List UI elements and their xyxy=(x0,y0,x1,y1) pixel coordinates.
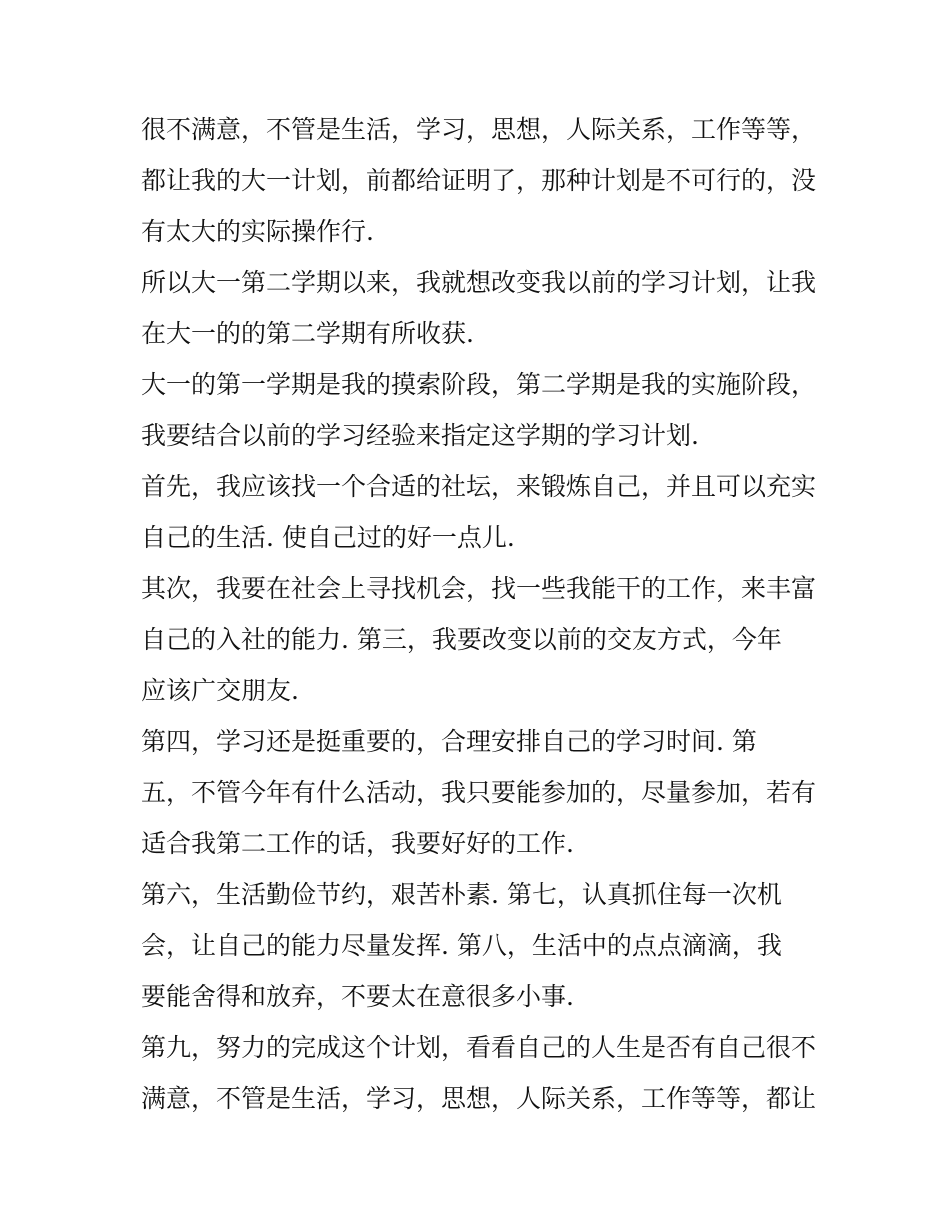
text-line: 我要结合以前的学习经验来指定这学期的学习计划. xyxy=(141,421,699,450)
text-line: 首先，我应该找一个合适的社坛，来锻炼自己，并且可以充实 xyxy=(141,472,817,501)
text-line: 大一的第一学期是我的摸索阶段，第二学期是我的实施阶段， xyxy=(141,370,817,399)
text-line: 适合我第二工作的话，我要好好的工作. xyxy=(141,829,574,858)
text-line: 有太大的实际操作行. xyxy=(141,217,374,246)
text-line: 在大一的的第二学期有所收获. xyxy=(141,319,474,348)
text-line: 要能舍得和放弃，不要太在意很多小事. xyxy=(141,982,574,1011)
text-line: 第九，努力的完成这个计划，看看自己的人生是否有自己很不 xyxy=(141,1033,817,1062)
text-line: 应该广交朋友. xyxy=(141,676,299,705)
text-line: 很不满意，不管是生活，学习，思想，人际关系，工作等等， xyxy=(141,115,817,144)
text-line: 第四，学习还是挺重要的，合理安排自己的学习时间. 第 xyxy=(141,727,757,756)
text-line: 满意，不管是生活，学习，思想，人际关系，工作等等，都让 xyxy=(141,1084,817,1113)
text-line: 其次，我要在社会上寻找机会，找一些我能干的工作，来丰富 xyxy=(141,574,817,603)
text-line: 自己的入社的能力. 第三，我要改变以前的交友方式，今年 xyxy=(141,625,782,654)
text-line: 会，让自己的能力尽量发挥. 第八，生活中的点点滴滴，我 xyxy=(141,931,782,960)
text-line: 自己的生活. 使自己过的好一点儿. xyxy=(141,523,515,552)
text-line: 第六，生活勤俭节约，艰苦朴素. 第七，认真抓住每一次机 xyxy=(141,880,782,909)
text-line: 所以大一第二学期以来，我就想改变我以前的学习计划，让我 xyxy=(141,268,817,297)
text-line: 都让我的大一计划，前都给证明了，那种计划是不可行的，没 xyxy=(141,166,817,195)
text-line: 五，不管今年有什么活动，我只要能参加的，尽量参加，若有 xyxy=(141,778,817,807)
